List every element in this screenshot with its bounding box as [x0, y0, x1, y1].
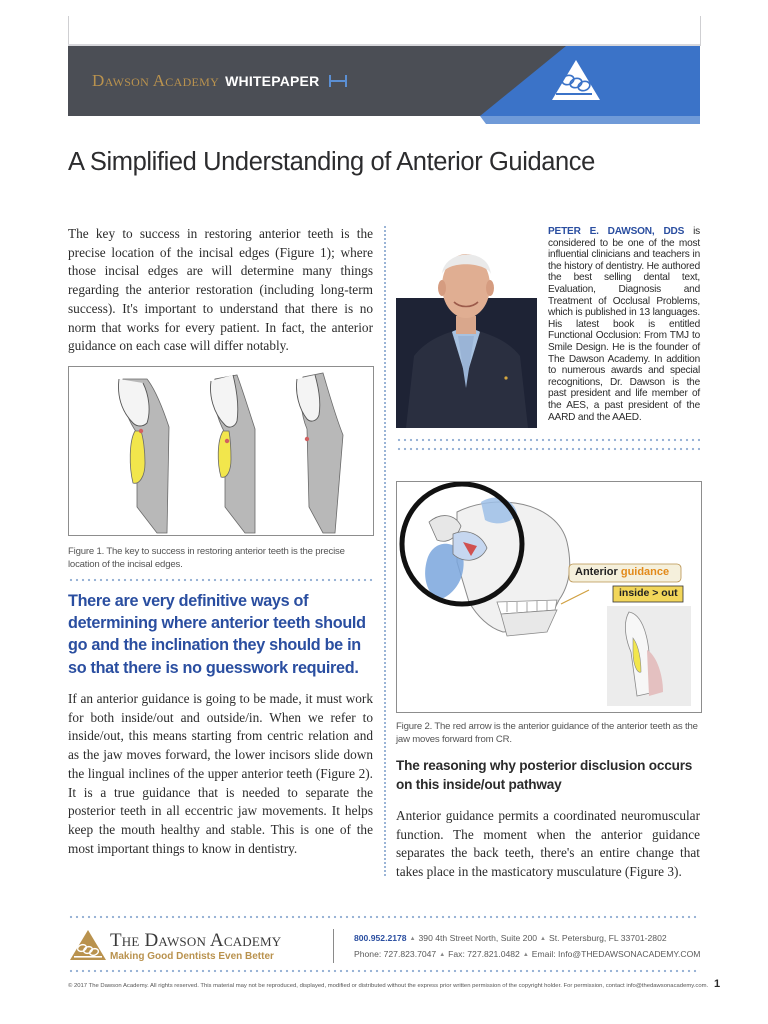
- author-bio: [548, 226, 700, 423]
- footer-logo-text: The Dawson Academy: [110, 930, 282, 951]
- incisor-diagram-icon: [69, 367, 373, 535]
- footer-fax-line: Fax: 727.821.0482: [448, 949, 520, 959]
- bio-dotted-rule-2: [396, 446, 700, 452]
- footer-separator: [333, 929, 334, 963]
- footer-logo-icon: [68, 928, 108, 962]
- whitepaper-label: WHITEPAPER: [225, 73, 320, 89]
- footer-contact-line-2: [354, 947, 700, 963]
- header-guide-line-right: [700, 16, 701, 46]
- footer-dotted-rule-top: [68, 914, 700, 920]
- right-paragraph: Anterior guidance permits a coordinated neuromuscular function. The moment when the anterior guidance separates the back teeth, there's an entire change that takes place in the masticatory musculature (Figure 3).: [396, 808, 700, 880]
- footer-tagline: Making Good Dentists Even Better: [110, 951, 274, 962]
- author-bio-text: is considered to be one of the most influential clinicians and teachers in the history of dentistry. He authored the best selling dental text, Evaluation, Diagnosis and Treatment of Occlusal Problems, which is published in 13 languages. His latest book is entitled Functional Occlusion: From TMJ to Smile Design. He is the founder of The Dawson Academy. In addition to numerous awards and special recognitions, Dr. Dawson is the past president and life member of the AES, a past president of the AARD and the AAED.: [548, 226, 701, 423]
- column-divider: [384, 226, 386, 876]
- footer-contact-line-1: [354, 931, 700, 947]
- left-dotted-rule: [68, 577, 374, 583]
- triangle-bullet-icon: ▲: [540, 936, 546, 942]
- footer-address-2: St. Petersburg, FL 33701-2802: [548, 933, 667, 943]
- figure-1-caption: Figure 1. The key to success in restoring anterior teeth is the precise location of the incisal edges.: [68, 546, 345, 570]
- triangle-bullet-icon: ▲: [439, 952, 446, 958]
- footer-copyright: © 2017 The Dawson Academy. All rights reserved. This material may not be reproduced, displayed, modified or distributed without the express prior written permission of the copyright holder. For permission, contact info@thedawsonacademy.com.: [68, 983, 709, 989]
- footer-email-line[interactable]: Email: Info@THEDAWSONACADEMY.COM: [531, 949, 701, 959]
- footer-address-1: 390 4th Street North, Suite 200: [418, 933, 538, 943]
- intro-paragraph: The key to success in restoring anterior teeth is the precise location of the incisal edges (Figure 1); where those incisal edges are will determine many things regarding the anterior restoration (including long-term success). It's important to understand that there is no norm that works for every patient. In fact, the anterior guidance on each case will differ notably.: [68, 226, 373, 354]
- left-paragraph-2: If an anterior guidance is going to be made, it must work for both inside/out and outside/in. When we refer to inside/out, this means starting from centric relation and as the jaw moves forward, the lower incisors slide down the lingual inclines of the upper anterior teeth (Figure 2). It is a true guidance that is needed to separate the posterior teeth in all eccentric jaw movements. It helps keep the mouth healthy and stable. This is one of the most important things to know in dentistry.: [68, 691, 373, 856]
- brand-divider-icon: [329, 75, 347, 87]
- figure-2-inside-out-label: inside > out: [619, 587, 678, 599]
- author-photo: [396, 228, 537, 428]
- header-guide-line-left: [68, 16, 69, 46]
- figure-2-caption: Figure 2. The red arrow is the anterior guidance of the anterior teeth as the jaw moves forward from CR.: [396, 721, 698, 745]
- page-number: 1: [714, 978, 721, 990]
- figure-2-anterior-label: [575, 566, 669, 578]
- figure-2-guidance-word: guidance: [620, 566, 670, 578]
- pull-quote: There are very definitive ways of determining where anterior teeth should go and the inclination they should be in so that there is no guesswork required.: [68, 592, 366, 677]
- author-name: PETER E. DAWSON, DDS: [548, 226, 685, 237]
- header-brand: [92, 70, 347, 92]
- footer-phone: 800.952.2178: [354, 933, 407, 943]
- brand-name: Dawson Academy: [92, 71, 220, 90]
- footer-contact-block: [354, 931, 700, 963]
- bio-dotted-rule-1: [396, 437, 700, 443]
- figure-1: [68, 366, 374, 536]
- author-portrait-icon: [396, 228, 537, 428]
- section-subheading: The reasoning why posterior disclusion occurs on this inside/out pathway: [396, 758, 693, 792]
- figure-2: [396, 481, 702, 713]
- figure-2-anterior-word: Anterior: [575, 566, 618, 578]
- triangle-bullet-icon: ▲: [409, 936, 416, 942]
- footer-phone-line: Phone: 727.823.7047: [354, 949, 437, 959]
- footer-dotted-rule-bottom: [68, 968, 700, 974]
- triangle-bullet-icon: ▲: [522, 952, 529, 958]
- page-title: A Simplified Understanding of Anterior Guidance: [68, 148, 595, 176]
